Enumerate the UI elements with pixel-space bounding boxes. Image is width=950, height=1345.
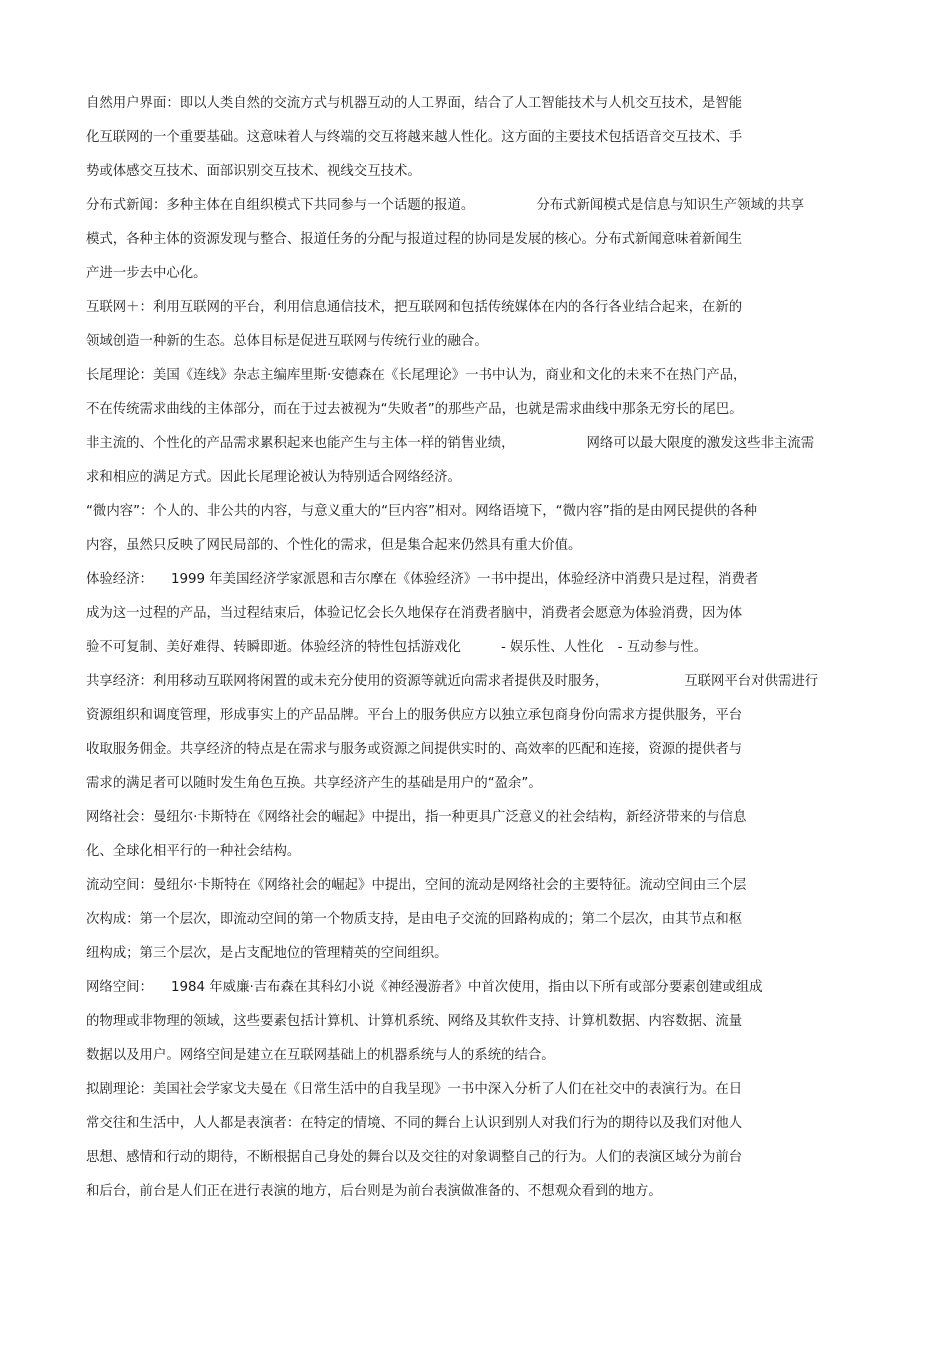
text-segment: 的物理或非物理的领域，这些要素包括计算机、计算机系统、网络及其软件支持、计算机数据、内容数据、流量	[86, 1014, 743, 1029]
text-line	[86, 843, 300, 861]
text-line	[86, 741, 742, 759]
text-segment: - 娱乐性、人性化	[500, 640, 604, 655]
text-segment: 1999 年美国经济学家派恩和吉尔摩在《体验经济》一书中提出，体验经济中消费只是过程，消费者	[170, 572, 759, 587]
text-segment: 数据以及用户。网络空间是建立在互联网基础上的机器系统与人的系统的结合。	[86, 1048, 555, 1063]
text-segment: 需求的满足者可以随时发生角色互换。共享经济产生的基础是用户的“盈余”。	[86, 776, 542, 791]
text-line	[86, 401, 743, 419]
text-line	[86, 333, 488, 351]
text-segment: 产进一步去中心化。	[86, 266, 207, 281]
text-line	[86, 673, 818, 691]
text-segment: 自然用户界面：即以人类自然的交流方式与机器互动的人工界面，结合了人工智能技术与人机交互技术，是智能	[86, 96, 743, 111]
text-line	[86, 129, 742, 147]
text-segment: 分布式新闻模式是信息与知识生产领域的共享	[536, 198, 805, 213]
text-line	[86, 299, 742, 317]
text-line	[86, 707, 742, 725]
text-segment: 思想、感情和行动的期待，不断根据自己身处的舞台以及交往的对象调整自己的行为。人们的表演区域分为前台	[86, 1150, 743, 1165]
text-segment: 常交往和生活中，人人都是表演者：在特定的情境、不同的舞台上认识到别人对我们行为的期待以及我们对他人	[86, 1116, 743, 1131]
text-segment: 求和相应的满足方式。因此长尾理论被认为特别适合网络经济。	[86, 470, 461, 485]
text-segment: 成为这一过程的产品，当过程结束后，体验记忆会长久地保存在消费者脑中，消费者会愿意为体验消费，因为体	[86, 606, 743, 621]
text-segment: 纽构成；第三个层次，是占支配地位的管理精英的空间组织。	[86, 946, 448, 961]
text-segment: 不在传统需求曲线的主体部分，而在于过去被视为“失败者”的那些产品，也就是需求曲线中那条无穷长的尾巴。	[86, 402, 743, 417]
text-segment: 互联网平台对供需进行	[684, 674, 819, 689]
text-segment: 验不可复制、美好难得、转瞬即逝。体验经济的特性包括游戏化	[86, 640, 461, 655]
text-line	[86, 605, 742, 623]
text-line	[86, 537, 581, 555]
text-segment: 和后台，前台是人们正在进行表演的地方，后台则是为前台表演做准备的、不想观众看到的地方。	[86, 1184, 662, 1199]
text-segment: 领域创造一种新的生态。总体目标是促进互联网与传统行业的融合。	[86, 334, 488, 349]
text-line	[86, 231, 742, 249]
text-segment: 互联网＋：利用互联网的平台，利用信息通信技术，把互联网和包括传统媒体在内的各行各业结合起来，在新的	[86, 300, 743, 315]
text-line	[86, 197, 804, 215]
text-segment: 化、全球化相平行的一种社会结构。	[86, 844, 301, 859]
text-segment: 1984 年威廉·吉布森在其科幻小说《神经漫游者》中首次使用，指由以下所有或部分要素创建或组成	[170, 980, 763, 995]
text-line	[86, 503, 757, 521]
text-line	[86, 1081, 742, 1099]
text-segment: 势或体感交互技术、面部识别交互技术、视线交互技术。	[86, 164, 421, 179]
text-line	[86, 469, 461, 487]
text-segment: 网络社会：曼纽尔·卡斯特在《网络社会的崛起》中提出，指一种更具广泛意义的社会结构，新经济带来的与信息	[86, 810, 747, 825]
text-segment: 化互联网的一个重要基础。这意味着人与终端的交互将越来越人性化。这方面的主要技术包括语音交互技术、手	[86, 130, 743, 145]
text-line	[86, 945, 448, 963]
text-line	[86, 571, 758, 589]
text-segment: 网络空间：	[86, 980, 153, 995]
text-line	[86, 265, 207, 283]
text-line	[86, 1115, 742, 1133]
text-line	[86, 775, 542, 793]
text-segment: 次构成：第一个层次，即流动空间的第一个物质支持，是由电子交流的回路构成的；第二个层次，由其节点和枢	[86, 912, 743, 927]
text-segment: 拟剧理论：美国社会学家戈夫曼在《日常生活中的自我呈现》一书中深入分析了人们在社交中的表演行为。在日	[86, 1082, 743, 1097]
text-line	[86, 367, 746, 385]
text-line	[86, 1047, 555, 1065]
text-segment: 网络可以最大限度的激发这些非主流需	[586, 436, 815, 451]
text-line	[86, 1183, 662, 1201]
text-segment: 体验经济：	[86, 572, 153, 587]
text-segment: 模式，各种主体的资源发现与整合、报道任务的分配与报道过程的协同是发展的核心。分布式新闻意味着新闻生	[86, 232, 743, 247]
text-segment: “微内容”：个人的、非公共的内容，与意义重大的“巨内容”相对。网络语境下，“微内容”指的是由网民提供的各种	[86, 504, 757, 519]
text-segment: - 互动参与性。	[617, 640, 708, 655]
text-line	[86, 95, 742, 113]
text-line	[86, 979, 763, 997]
text-line	[86, 639, 707, 657]
text-segment: 内容，虽然只反映了网民局部的、个性化的需求，但是集合起来仍然具有重大价值。	[86, 538, 582, 553]
text-segment: 共享经济：利用移动互联网将闲置的或未充分使用的资源等就近向需求者提供及时服务，	[86, 674, 609, 689]
text-segment: 收取服务佣金。共享经济的特点是在需求与服务或资源之间提供实时的、高效率的匹配和连接，资源的提供者与	[86, 742, 743, 757]
text-segment: 资源组织和调度管理，形成事实上的产品品牌。平台上的服务供应方以独立承包商身份向需求方提供服务，平台	[86, 708, 743, 723]
text-segment: 流动空间：曼纽尔·卡斯特在《网络社会的崛起》中提出，空间的流动是网络社会的主要特征。流动空间由三个层	[86, 878, 747, 893]
text-line	[86, 809, 746, 827]
text-line	[86, 877, 746, 895]
text-segment: 长尾理论：美国《连线》杂志主编库里斯·安德森在《长尾理论》一书中认为，商业和文化的未来不在热门产品，	[86, 368, 747, 383]
text-segment: 非主流的、个性化的产品需求累积起来也能产生与主体一样的销售业绩，	[86, 436, 515, 451]
text-line	[86, 435, 814, 453]
text-line	[86, 1013, 742, 1031]
text-segment: 分布式新闻：多种主体在自组织模式下共同参与一个话题的报道。	[86, 198, 475, 213]
text-line	[86, 1149, 742, 1167]
text-line	[86, 911, 742, 929]
text-line	[86, 163, 421, 181]
